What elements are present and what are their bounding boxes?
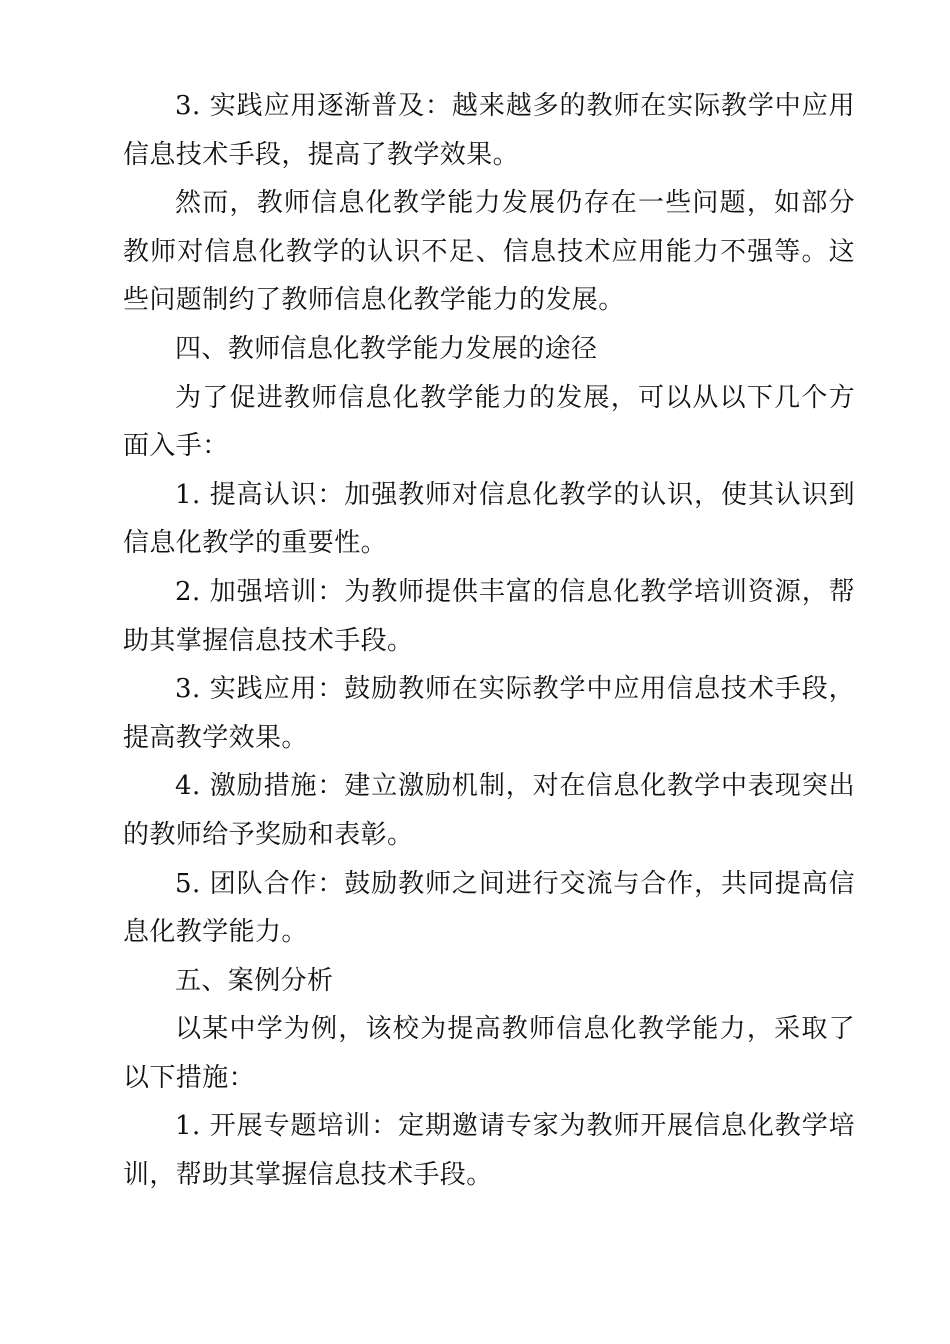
document-body	[123, 82, 855, 1200]
list-item-teamwork: 5. 团队合作：鼓励教师之间进行交流与合作，共同提高信息化教学能力。	[123, 868, 855, 948]
list-item-special-training: 1. 开展专题培训：定期邀请专家为教师开展信息化教学培训，帮助其掌握信息技术手段。	[123, 1111, 855, 1191]
list-item-training: 2. 加强培训：为教师提供丰富的信息化教学培训资源，帮助其掌握信息技术手段。	[123, 576, 855, 656]
section-heading-case-study: 五、案例分析	[175, 965, 334, 996]
paragraph-practice-adoption: 3. 实践应用逐渐普及：越来越多的教师在实际教学中应用信息技术手段，提高了教学效果。	[123, 91, 855, 170]
paragraph-case-intro: 以某中学为例，该校为提高教师信息化教学能力，采取了以下措施：	[123, 1014, 855, 1093]
list-item-incentives: 4. 激励措施：建立激励机制，对在信息化教学中表现突出的教师给予奖励和表彰。	[123, 771, 855, 850]
section-heading-approaches: 四、教师信息化教学能力发展的途径	[175, 333, 598, 364]
paragraph-problems: 然而，教师信息化教学能力发展仍存在一些问题，如部分教师对信息化教学的认识不足、信息技术应用能力不强等。这些问题制约了教师信息化教学能力的发展。	[123, 188, 855, 316]
list-item-awareness: 1. 提高认识：加强教师对信息化教学的认识，使其认识到信息化教学的重要性。	[123, 479, 855, 559]
list-item-practice: 3. 实践应用：鼓励教师在实际教学中应用信息技术手段，提高教学效果。	[123, 674, 855, 753]
paragraph-approaches-intro: 为了促进教师信息化教学能力的发展，可以从以下几个方面入手：	[123, 382, 855, 462]
